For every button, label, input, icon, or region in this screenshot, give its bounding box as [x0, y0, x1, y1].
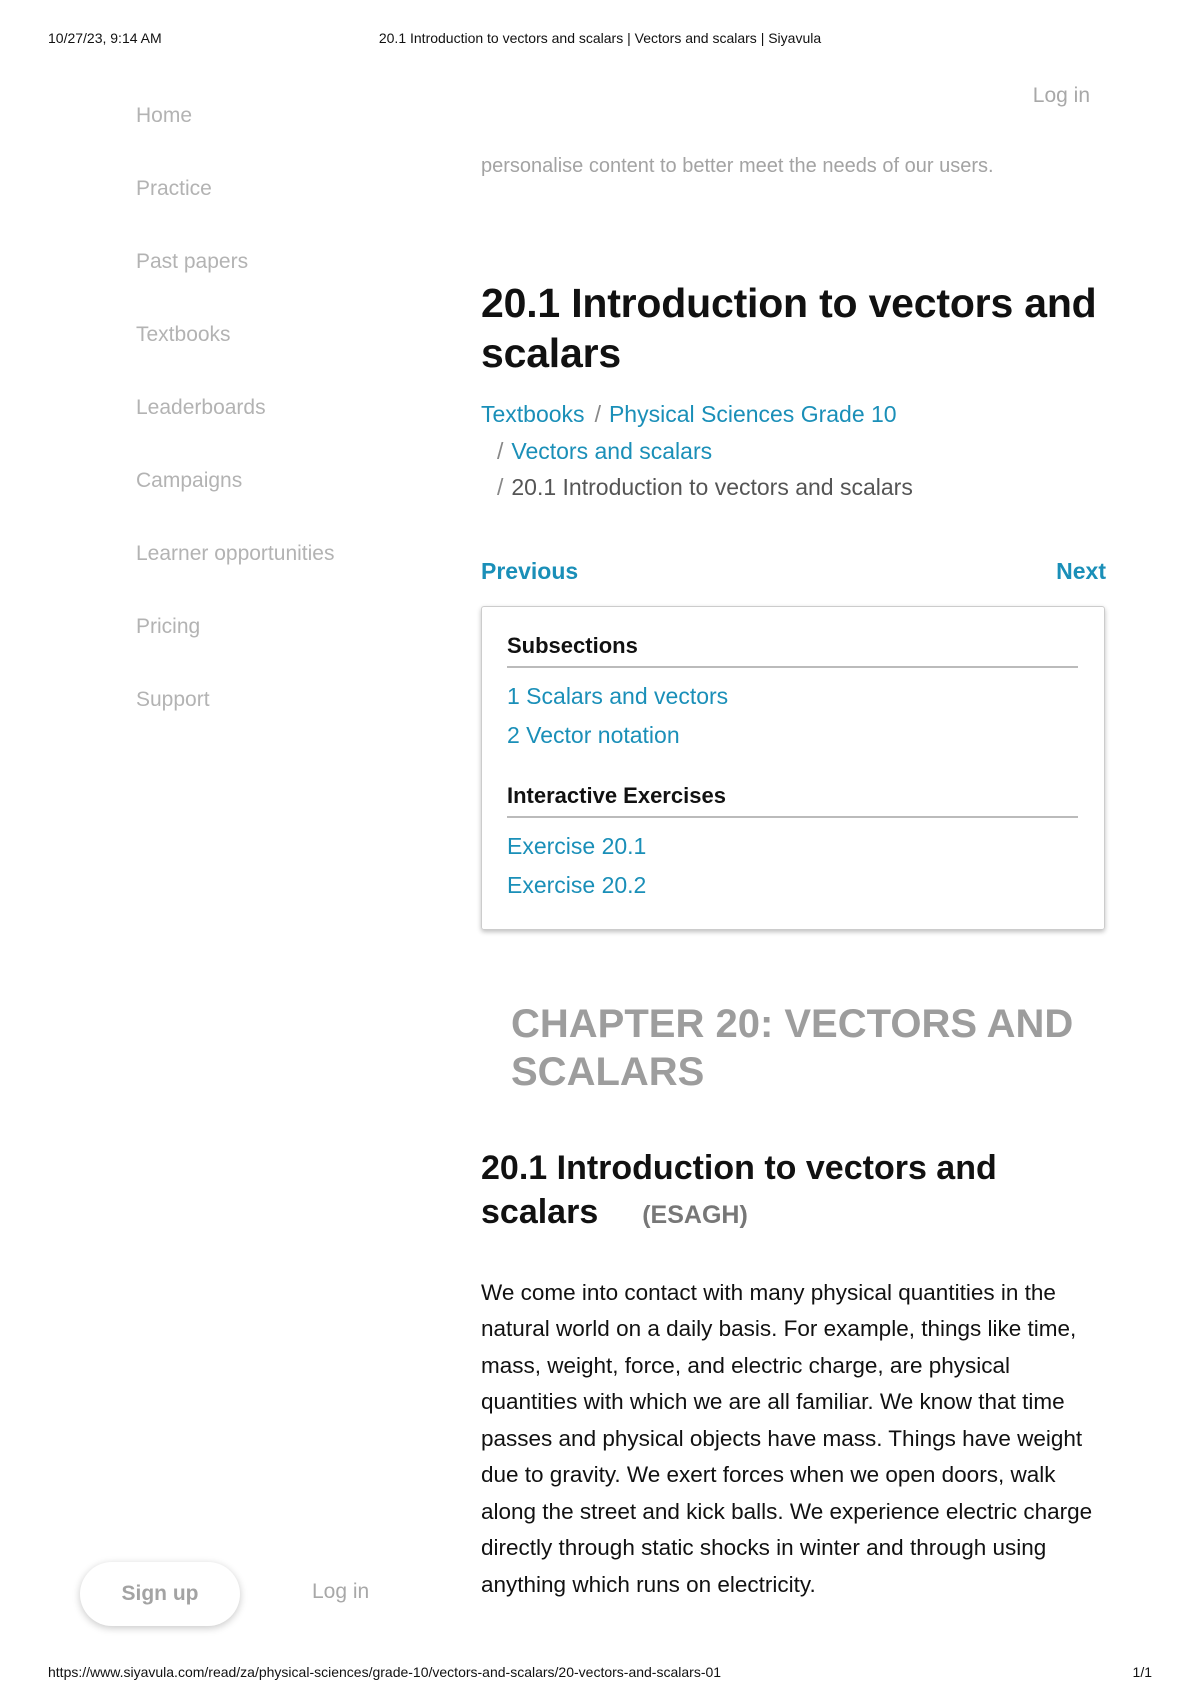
list-item	[507, 716, 1078, 755]
nav-item-pricing[interactable]: Pricing	[136, 615, 201, 638]
print-title: 20.1 Introduction to vectors and scalars | Vectors and scalars | Siyavula	[378, 30, 822, 46]
exercises-list	[507, 827, 1078, 905]
subsection-link[interactable]: 1 Scalars and vectors	[507, 682, 729, 709]
list-item	[507, 677, 1078, 716]
breadcrumb-subject[interactable]: Physical Sciences Grade 10	[608, 401, 897, 427]
next-link[interactable]: Next	[1056, 557, 1106, 584]
nav-item-past-papers[interactable]: Past papers	[136, 250, 249, 273]
print-header	[48, 30, 1152, 48]
nav-item-home[interactable]: Home	[136, 104, 193, 127]
subsections-list	[507, 677, 1078, 755]
nav-item-practice[interactable]: Practice	[136, 177, 212, 200]
pager	[481, 558, 1106, 588]
sidebar-nav	[136, 102, 436, 759]
nav-item-leaderboards[interactable]: Leaderboards	[136, 396, 266, 419]
print-footer	[48, 1664, 1152, 1682]
login-link-top[interactable]: Log in	[1032, 84, 1090, 107]
sign-up-button[interactable]: Sign up	[80, 1562, 240, 1626]
print-date: 10/27/23, 9:14 AM	[48, 30, 162, 46]
list-item	[507, 827, 1078, 866]
breadcrumb-textbooks[interactable]: Textbooks	[481, 401, 585, 427]
breadcrumb-chapter[interactable]: Vectors and scalars	[511, 437, 713, 464]
exercises-heading: Interactive Exercises	[507, 781, 1078, 818]
body-paragraph: We come into contact with many physical quantities in the natural world on a daily basis. For example, things like time, mass, weight, force, and electric charge, are physical quantities with which we are all familiar. We know that time passes and physical objects have mass. Things have weight due to gravity. We exert forces when we open doors, walk along the street and kick balls. We experience electric charge directly through static shocks in winter and through using anything which runs on electricity.	[481, 1279, 1093, 1597]
print-page-number: 1/1	[1132, 1664, 1152, 1680]
list-item	[507, 866, 1078, 905]
nav-item-support[interactable]: Support	[136, 688, 210, 711]
login-link-bottom[interactable]: Log in	[312, 1580, 370, 1603]
nav-item-textbooks[interactable]: Textbooks	[136, 323, 231, 346]
main-content	[481, 152, 1106, 1603]
table-of-contents	[481, 606, 1105, 930]
nav-item-campaigns[interactable]: Campaigns	[136, 469, 243, 492]
nav-item-learner-opportunities[interactable]: Learner opportunities	[136, 542, 335, 565]
breadcrumb-separator: /	[497, 474, 504, 500]
exercise-link[interactable]: Exercise 20.1	[507, 832, 647, 859]
exercise-link[interactable]: Exercise 20.2	[507, 871, 647, 898]
section-heading	[481, 1146, 1106, 1237]
subsections-heading: Subsections	[507, 631, 1078, 668]
breadcrumb-current: 20.1 Introduction to vectors and scalars	[511, 474, 913, 500]
subsection-link[interactable]: 2 Vector notation	[507, 721, 680, 748]
chapter-heading: CHAPTER 20: VECTORS AND SCALARS	[511, 1001, 1074, 1094]
cookie-notice-text: personalise content to better meet the needs of our users.	[481, 155, 994, 177]
breadcrumb-separator: /	[497, 437, 504, 464]
breadcrumb	[481, 396, 1106, 506]
page-title: 20.1 Introduction to vectors and scalars	[481, 280, 1097, 376]
breadcrumb-separator: /	[594, 401, 601, 427]
previous-link[interactable]: Previous	[481, 557, 579, 584]
section-code: (ESAGH)	[642, 1200, 748, 1229]
section-title: 20.1 Introduction to vectors and scalars	[481, 1148, 997, 1231]
print-url: https://www.siyavula.com/read/za/physical-sciences/grade-10/vectors-and-scalars/20-vectors-and-scalars-01	[48, 1664, 722, 1680]
